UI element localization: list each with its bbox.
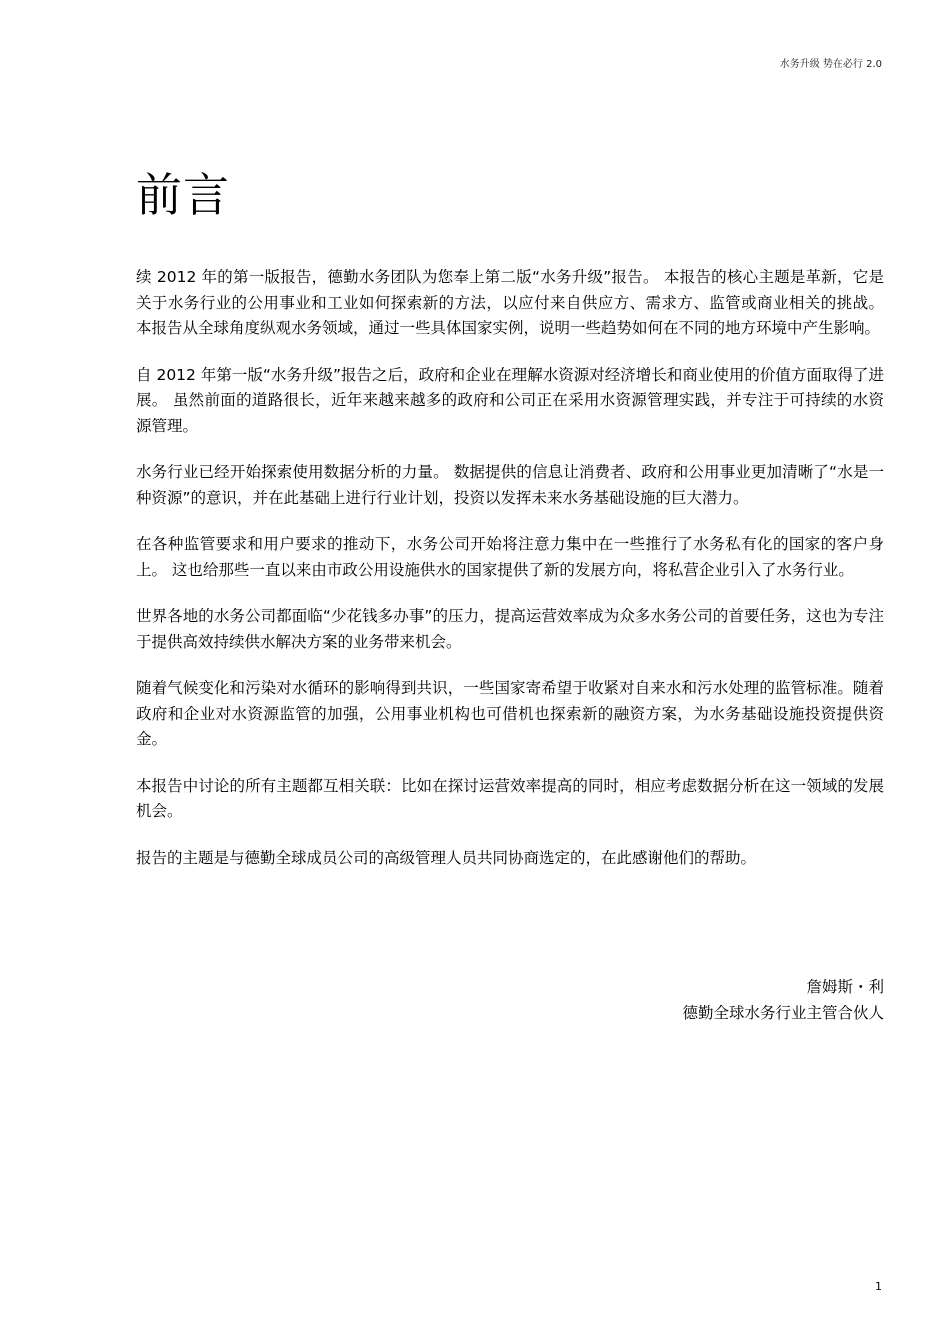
paragraph: 本报告中讨论的所有主题都互相关联：比如在探讨运营效率提高的同时，相应考虑数据分析在这一领域的发展机会。 xyxy=(136,776,884,820)
signature-name: 詹姆斯・利 xyxy=(806,978,884,996)
paragraph: 世界各地的水务公司都面临“少花钱多办事”的压力，提高运营效率成为众多水务公司的首要任务，这也为专注于提供高效持续供水解决方案的业务带来机会。 xyxy=(136,607,884,651)
paragraph: 随着气候变化和污染对水循环的影响得到共识，一些国家寄希望于收紧对自来水和污水处理的监管标准。随着政府和企业对水资源监管的加强，公用事业机构也可借机也探索新的融资方案，为水务基础设施投资提供资金。 xyxy=(136,679,884,748)
paragraph: 在各种监管要求和用户要求的推动下，水务公司开始将注意力集中在一些推行了水务私有化的国家的客户身上。 这也给那些一直以来由市政公用设施供水的国家提供了新的发展方向，将私营企业引入了水务行业。 xyxy=(136,535,884,579)
page-title: 前言 xyxy=(136,168,230,222)
page-number: 1 xyxy=(875,1280,882,1293)
signature-role: 德勤全球水务行业主管合伙人 xyxy=(682,1003,884,1022)
paragraph: 报告的主题是与德勤全球成员公司的高级管理人员共同协商选定的，在此感谢他们的帮助。 xyxy=(136,848,757,867)
running-header: 水务升级 势在必行 2.0 xyxy=(779,59,882,70)
paragraph: 续 2012 年的第一版报告，德勤水务团队为您奉上第二版“水务升级”报告。 本报告的核心主题是革新，它是关于水务行业的公用事业和工业如何探索新的方法，以应付来自供应方、需求方、监管或商业相关的挑战。 本报告从全球角度纵观水务领域，通过一些具体国家实例，说明一些趋势如何在不同的地方环境中产生影响。 xyxy=(136,268,884,337)
signature-block xyxy=(682,975,884,1026)
paragraph: 水务行业已经开始探索使用数据分析的力量。 数据提供的信息让消费者、政府和公用事业更加清晰了“水是一种资源”的意识，并在此基础上进行行业计划，投资以发挥未来水务基础设施的巨大潜力。 xyxy=(136,463,884,507)
paragraph: 自 2012 年第一版“水务升级”报告之后，政府和企业在理解水资源对经济增长和商业使用的价值方面取得了进展。 虽然前面的道路很长，近年来越来越多的政府和公司正在采用水资源管理实践，并专注于可持续的水资源管理。 xyxy=(136,365,884,435)
body-text xyxy=(136,265,884,892)
